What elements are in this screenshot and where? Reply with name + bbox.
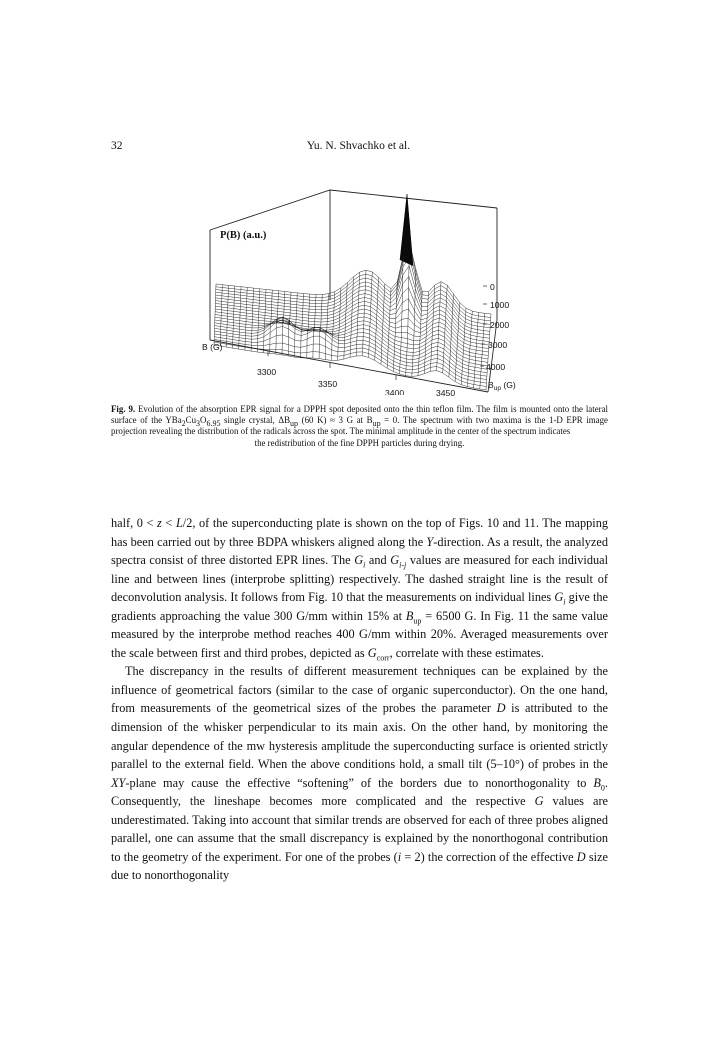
- figure-epr-3d-plot: [200, 180, 525, 398]
- z-tick-label: 4000: [486, 362, 506, 372]
- z-tick-label: 1000: [490, 300, 510, 310]
- page-number: 32: [111, 140, 123, 152]
- x-tick-label: 3300: [257, 367, 277, 377]
- z-axis-label: $B_{up}$ (G): [488, 380, 516, 392]
- y-axis-label: P(B) (a.u.): [220, 230, 267, 241]
- figure-caption: [111, 404, 608, 449]
- paragraph: The discrepancy in the results of different measurement techniques can be explained by the influence of geometrical factors (similar to the case of organic superconductor). On the one hand, from measurements of the geometrical sizes of the probes the parameter D is attributed to the dimension of the whisker perpendicular to its main axis. On the other hand, by monitoring the angular dependence of the mw hysteresis amplitude the superconducting surface is oriented strictly parallel to the external field. When the above conditions hold, a small tilt (5–10°) of probes in the XY-plane may cause the effective “softening” of the borders due to nonorthogonality to $B_0$. Consequently, the lineshape becomes more complicated and the respective G values are underestimated. Taking into account that similar trends are observed for each of three probes aligned parallel, one can assume that the small discrepancy is explained by the nonorthogonal contribution to the geometry of the experiment. For one of the probes (i = 2) the correction of the effective D size due to nonorthogonality: [111, 664, 608, 883]
- z-tick-label: 0: [490, 282, 495, 292]
- x-tick-label: 3350: [318, 379, 338, 389]
- caption-last-line: the redistribution of the fine DPPH particles during drying.: [254, 437, 465, 448]
- x-axis-label: B (G): [202, 342, 223, 352]
- caption-label: Fig. 9.: [111, 404, 136, 414]
- running-head: [0, 140, 717, 156]
- z-tick-label: 2000: [490, 320, 510, 330]
- central-peak: [400, 194, 413, 266]
- z-tick-label: 3000: [488, 340, 508, 350]
- surface-wireframe: [214, 244, 491, 390]
- z-ticks: [480, 286, 487, 366]
- paragraph: half, 0 < z < L/2, of the superconducting plate is shown on the top of Figs. 10 and 11. The mapping has been carried out by three BDPA whiskers aligned along the Y-direction. As a result, the analyzed spectra consist of three distorted EPR lines. The $G_i$ and $G_{i-j}$ values are measured for each individual line and between lines (interprobe splitting) respectively. The dashed straight line is the result of deconvolution analysis. It follows from Fig. 10 that the measurements on individual lines $G_i$ give the gradients approaching the value 300 G/mm within 15% at $B_{up} = 6500$ G. In Fig. 11 the same value measured by the interprobe method reaches 400 G/mm within 20%. Averaged measurements over the scale between first and third probes, depicted as $G_{corr}$, correlate with these estimates.: [111, 516, 609, 663]
- surface-mesh: [214, 244, 491, 390]
- x-tick-label-last: 3450: [436, 388, 456, 398]
- x-tick-label: 3400: [385, 388, 405, 395]
- caption-body: Fig. 9. Evolution of the absorption EPR signal for a DPPH spot deposited onto the thin teflon film. The film is mounted onto the lateral surface of the $YBa_2Cu_3O_{6.95}$ single crystal, $\Delta B_{up}$ (60 K) ≈ 3 G at $B_{up} = 0$. The spectrum with two maxima is the 1-D EPR image projection revealing the distribution of the radicals across the spot. The minimal amplitude in the center of the spectrum indicates: [111, 404, 609, 437]
- body-text: [111, 514, 608, 885]
- figure-plot-svg: [200, 180, 525, 395]
- running-head-authors: Yu. N. Shvachko et al.: [306, 140, 411, 152]
